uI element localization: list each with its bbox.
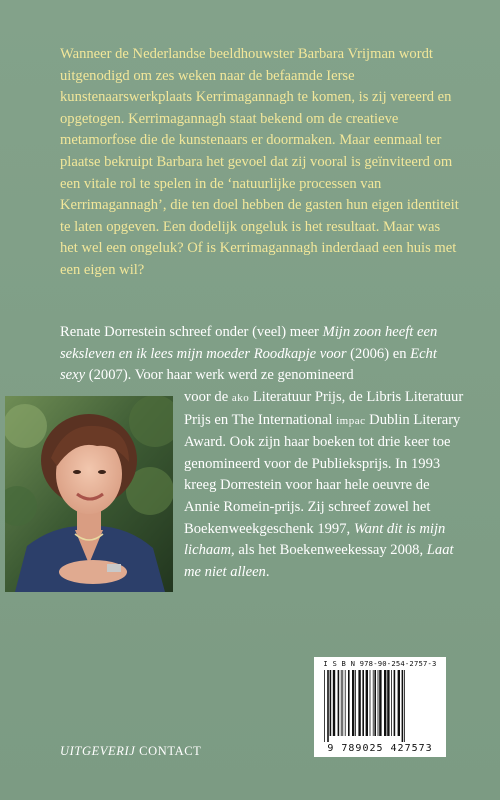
barcode-bar [374,670,376,736]
book-title: Echt sexy [60,345,437,384]
bio-text: (2006) en [346,345,411,362]
barcode-bar [342,670,343,736]
bio-text: Renate Dorrestein schreef onder (veel) meer [60,324,323,340]
barcode-bar [362,670,364,736]
barcode-bar [387,670,389,736]
award-acronym: ako [231,392,250,404]
bio-text: (2007). Voor haar werk werd ze genomineerd [85,367,354,384]
book-title: Want dit is mijn lichaam [184,520,446,559]
bio-text: Dublin Literary Award. Ook zijn haar boeken tot drie keer toe genomineerd voor de Publieksprijs. In 1993 kreeg Dorrestein voor haar hele oeuvre de Annie Romein-prijs. Zij schreef zowel het Boekenweekgeschenk 1997, [184,411,461,537]
barcode-bar [324,670,325,742]
barcode-bar [358,670,360,736]
bio-text: , als het Boekenweekessay 2008, [231,542,427,559]
barcode-bar [379,670,381,736]
bio-text: voor de [184,389,232,405]
barcode-bar [370,670,371,736]
barcode-bar [345,670,346,736]
barcode-bar [373,670,374,736]
publisher-imprint [60,744,201,759]
barcode-bar [355,670,356,736]
barcode-bar [366,670,368,736]
barcode-bar [341,670,342,736]
author-photo [5,396,173,592]
publisher-name: CONTACT [139,744,202,758]
barcode-bar [404,670,405,742]
barcode-number: 9 789025 427573 [327,743,433,754]
barcode-bar [333,670,335,736]
barcode-bar [384,670,386,736]
barcode-bar [338,670,340,736]
barcode-bars [322,670,438,742]
author-bio-intro [60,322,462,387]
barcode-bar [330,670,332,736]
barcode-bar [352,670,354,736]
isbn-label: I S B N 978-90-254-2757-3 [323,659,437,668]
author-bio-awards [184,387,468,583]
book-title: Mijn zoon heeft een seksleven en ik lees mijn moeder Roodkapje voor [60,324,438,362]
barcode-bar [398,670,400,736]
bio-text: . [265,563,270,580]
barcode-bar [348,670,350,736]
barcode-bar [378,670,379,736]
barcode-bar [402,670,404,742]
barcode-bar [391,670,392,736]
barcode-bar [327,670,329,742]
bio-text: Literatuur Prijs, de Libris Literatuur Prijs en The International [184,389,464,428]
book-title: Laat me niet alleen [184,542,454,580]
isbn-barcode [314,657,446,757]
award-acronym: impac [336,414,366,427]
publisher-prefix: UITGEVERIJ [60,744,136,758]
barcode-bar [394,670,396,736]
blurb-text: Wanneer de Nederlandse beeldhouwster Barbara Vrijman wordt uitgenodigd om zes weken naar de befaamde Ierse kunstenaarswerkplaats Kerrimagannagh te komen, is zij vereerd en opgetogen. Kerrimagannagh staat bekend om de creatieve metamorfose die de kunstenaars er doormaken. Maar eenmaal ter plaatse bekruipt Barbara het gevoel dat zij vooral is geïnviteerd om een vitale rol te spelen in de ‘natuurlijke processen van Kerrimagannagh’, die ten doel hebben de gasten hun eigen identiteit te laten opgeven. Een dodelijk ongeluk is het resultaat. Maar was het wel een ongeluk? Of is Kerrimagannagh inderdaad een huis met een eigen wil? [60,46,459,278]
